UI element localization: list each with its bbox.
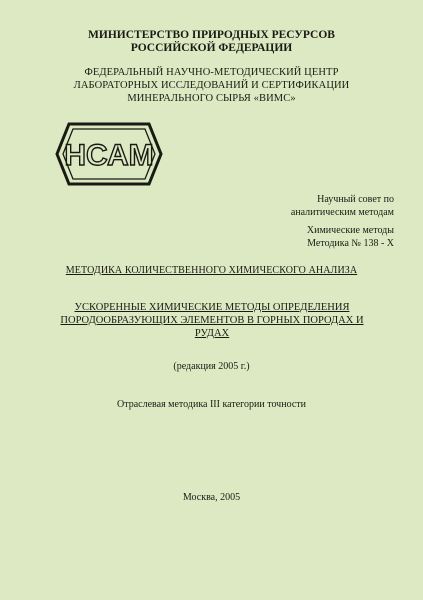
method-reference [307, 225, 394, 250]
organization-line-2: ЛАБОРАТОРНЫХ ИССЛЕДОВАНИЙ И СЕРТИФИКАЦИИ [73, 80, 350, 91]
place-and-year: Москва, 2005 [182, 492, 241, 503]
scientific-council [291, 194, 394, 219]
council-line-2: аналитическим методам [290, 206, 394, 218]
ministry-line-2: РОССИЙСКОЙ ФЕДЕРАЦИИ [130, 42, 293, 54]
logo-text: НСАМ [64, 139, 154, 172]
organization-line-1: ФЕДЕРАЛЬНЫЙ НАУЧНО-МЕТОДИЧЕСКИЙ ЦЕНТР [84, 67, 339, 78]
methods-line-2: Методика № 138 - Х [307, 237, 394, 249]
title-line-1: УСКОРЕННЫЕ ХИМИЧЕСКИЕ МЕТОДЫ ОПРЕДЕЛЕНИЯ [74, 302, 350, 313]
title-line-3: РУДАХ [194, 328, 230, 339]
edition-note: (редакция 2005 г.) [173, 361, 250, 372]
document-title [52, 301, 372, 340]
accuracy-category: Отраслевая методика III категории точности [117, 399, 306, 410]
methods-line-1: Химические методы [306, 225, 394, 236]
ministry-line-1: МИНИСТЕРСТВО ПРИРОДНЫХ РЕСУРСОВ [88, 29, 335, 41]
organization-line-3: МИНЕРАЛЬНОГО СЫРЬЯ «ВИМС» [127, 93, 296, 104]
ministry-header [0, 29, 423, 55]
nsam-logo [55, 122, 163, 186]
method-type-heading: МЕТОДИКА КОЛИЧЕСТВЕННОГО ХИМИЧЕСКОГО АНАЛИЗА [65, 265, 358, 276]
council-line-1: Научный совет по [317, 194, 394, 205]
title-line-2: ПОРОДООБРАЗУЮЩИХ ЭЛЕМЕНТОВ В ГОРНЫХ ПОРОДАХ И [60, 315, 364, 326]
organization-header [0, 66, 423, 105]
